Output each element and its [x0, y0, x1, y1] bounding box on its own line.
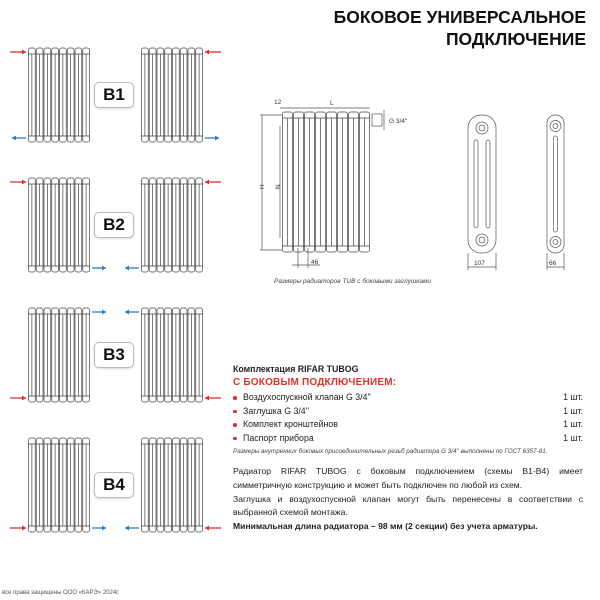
technical-drawing — [260, 90, 600, 280]
return-arrow-icon — [12, 136, 26, 141]
radiator-icon — [28, 178, 90, 272]
scheme-label: B1 — [94, 82, 134, 108]
return-arrow-icon — [125, 266, 139, 271]
scheme-label: B2 — [94, 212, 134, 238]
description: Радиатор RIFAR TUBOG с боковым подключением (схемы B1-B4) имеет симметричную конструкцию и может быть подключен по любой из схем. Заглушка и воздухоспускной клапан могут быть перенесены в соответствии с выбранной схемой монтажа. Минимальная длина радиатора – 98 мм (2 секции) без учета арматуры. — [233, 466, 583, 532]
return-arrow-icon — [92, 526, 106, 531]
supply-arrow-icon — [10, 526, 26, 531]
kit-heading: Комплектация RIFAR TUBOG — [233, 364, 359, 374]
dim-L: L — [330, 100, 334, 107]
dim-N: N — [275, 184, 282, 189]
supply-arrow-icon — [205, 180, 221, 185]
list-item: Воздухоспускной клапан G 3/4'' 1 шт. — [233, 391, 583, 405]
scheme-label: B4 — [94, 472, 134, 498]
radiator-icon — [28, 308, 90, 402]
supply-arrow-icon — [10, 396, 26, 401]
copyright: все права защищены ООО «КАРЭ» 2024г. — [2, 590, 120, 596]
kit-subheading: С БОКОВЫМ ПОДКЛЮЧЕНИЕМ: — [233, 377, 397, 388]
kit-note: Размеры внутренних боковых присоединительных резьб радиатора G 3/4'' выполнены по ГОСТ 6357-81. — [233, 448, 548, 455]
scheme-label: B3 — [94, 342, 134, 368]
dim-107: 107 — [474, 260, 485, 267]
dim-12: 12 — [274, 99, 282, 106]
radiator-icon — [28, 48, 90, 142]
dim-66: 66 — [549, 260, 557, 267]
list-item: Комплект кронштейнов 1 шт. — [233, 418, 583, 432]
bullet-icon — [233, 437, 237, 441]
return-arrow-icon — [92, 266, 106, 271]
radiator-icon — [282, 112, 370, 252]
drawing-caption: Размеры радиаторов TUB с боковыми заглушками — [274, 278, 432, 285]
supply-arrow-icon — [205, 526, 221, 531]
list-item: Паспорт прибора 1 шт. — [233, 432, 583, 446]
page-title: БОКОВОЕ УНИВЕРСАЛЬНОЕ ПОДКЛЮЧЕНИЕ — [333, 7, 586, 49]
dim-thread: G 3/4'' — [389, 118, 408, 125]
radiator-icon — [141, 178, 203, 272]
bullet-icon — [233, 423, 237, 427]
return-arrow-icon — [205, 136, 219, 141]
bullet-icon — [233, 410, 237, 414]
supply-arrow-icon — [205, 396, 221, 401]
bullet-icon — [233, 396, 237, 400]
radiator-icon — [28, 438, 90, 532]
kit-section — [233, 364, 583, 455]
return-arrow-icon — [125, 310, 139, 315]
radiator-icon — [141, 308, 203, 402]
supply-arrow-icon — [10, 180, 26, 185]
radiator-icon — [141, 438, 203, 532]
supply-arrow-icon — [205, 50, 221, 55]
kit-list — [233, 391, 583, 445]
supply-arrow-icon — [10, 50, 26, 55]
return-arrow-icon — [92, 310, 106, 315]
dim-H: H — [259, 184, 266, 189]
dim-46: 46 — [311, 259, 319, 266]
radiator-icon — [141, 48, 203, 142]
list-item: Заглушка G 3/4'' 1 шт. — [233, 405, 583, 419]
return-arrow-icon — [125, 526, 139, 531]
